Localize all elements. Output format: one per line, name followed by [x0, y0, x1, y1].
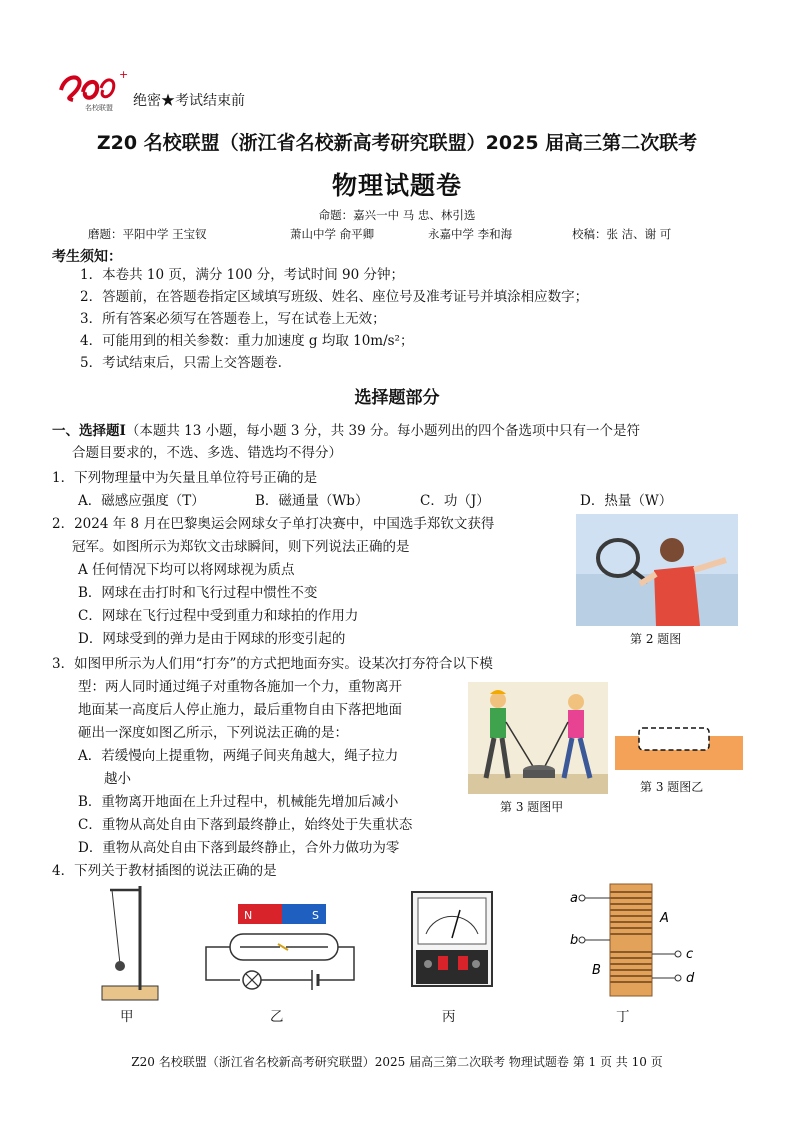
- q2-option-c: C．网球在飞行过程中受到重力和球拍的作用力: [78, 608, 359, 624]
- reviewer-4: 校稿：张 洁、谢 可: [572, 227, 672, 241]
- q2-option-a: A 任何情况下均可以将网球视为质点: [78, 562, 295, 578]
- coil-label-A: A: [660, 911, 669, 926]
- q1-option-c: C．功（J）: [420, 493, 490, 509]
- q4-label-jia: 甲: [120, 1009, 134, 1025]
- q4-figure-circuit: [200, 900, 360, 1000]
- magnet-n-label: N: [244, 909, 253, 922]
- coil-label-B: B: [592, 963, 601, 978]
- q3-option-c: C．重物从高处自由下落到最终静止，始终处于失重状态: [78, 817, 413, 833]
- notice-item: 3．所有答案必须写在答题卷上，写在试卷上无效；: [80, 311, 386, 327]
- q2-option-d: D．网球受到的弹力是由于网球的形变引起的: [78, 631, 346, 647]
- notice-list: [80, 264, 588, 374]
- q3-option-d: D．重物从高处自由下落到最终静止，合外力做功为零: [78, 840, 400, 856]
- q3-figure-b: [615, 722, 743, 770]
- section-intro-line2: 合题目要求的，不选、多选、错选均不得分）: [72, 445, 342, 461]
- q4-figure-meter: [410, 890, 494, 990]
- reviewer-3: 永嘉中学 李和海: [428, 227, 513, 241]
- notice-heading: 考生须知：: [52, 249, 122, 265]
- q3-stem-line2: 型：两人同时通过绳子对重物各施加一个力，重物离开: [78, 679, 402, 695]
- q1-stem: 1．下列物理量中为矢量且单位符号正确的是: [52, 470, 318, 486]
- section-intro: [52, 420, 752, 442]
- logo-text: 名校联盟: [85, 104, 113, 112]
- coil-label-d: d: [686, 971, 695, 986]
- reviewer-1: 磨题：平阳中学 王宝钗: [88, 227, 207, 241]
- q1-option-d: D．热量（W）: [580, 493, 673, 509]
- section-intro-line1: （本题共 13 小题，每小题 3 分，共 39 分。每小题列出的四个备选项中只有一个是符: [125, 423, 641, 439]
- q4-label-bing: 丙: [442, 1009, 456, 1025]
- secret-mark: 绝密★考试结束前: [133, 93, 245, 109]
- q1-option-a: A．磁感应强度（T）: [78, 493, 205, 509]
- logo: [55, 68, 135, 112]
- paper-title: 物理试题卷: [331, 171, 462, 200]
- q4-label-yi: 乙: [270, 1009, 284, 1025]
- notice-item: 5．考试结束后，只需上交答题卷.: [80, 355, 282, 371]
- q3-stem-line4: 砸出一深度如图乙所示，下列说法正确的是：: [78, 725, 348, 741]
- q4-figure-pendulum: [96, 880, 166, 1004]
- q3-option-a-line2: 越小: [104, 771, 131, 787]
- q3-option-b: B．重物离开地面在上升过程中，机械能先增加后减小: [78, 794, 399, 810]
- q4-stem: 4．下列关于教材插图的说法正确的是: [52, 863, 277, 879]
- page-footer: Z20 名校联盟（浙江省名校新高考研究联盟）2025 届高三第二次联考 物理试题卷 第 1 页 共 10 页: [131, 1055, 663, 1069]
- q3-stem-line3: 地面某一高度后人停止施力，最后重物自由下落把地面: [78, 702, 402, 718]
- coil-label-b: b: [570, 933, 579, 948]
- q3-option-a-line1: A．若缓慢向上提重物，两绳子间夹角越大，绳子拉力: [78, 748, 399, 764]
- tennis-photo: [576, 514, 738, 626]
- q2-stem-line2: 冠军。如图所示为郑钦文击球瞬间，则下列说法正确的是: [72, 539, 410, 555]
- q2-stem-line1: 2．2024 年 8 月在巴黎奥运会网球女子单打决赛中，中国选手郑钦文获得: [52, 516, 495, 532]
- notice-item: 4．可能用到的相关参数：重力加速度 g 均取 10m/s²；: [80, 333, 414, 349]
- notice-item: 1．本卷共 10 页，满分 100 分，考试时间 90 分钟；: [80, 267, 404, 283]
- magnet-s-label: S: [312, 909, 319, 922]
- q3-caption-b: 第 3 题图乙: [640, 780, 704, 794]
- section-intro-label: 一、选择题Ⅰ: [52, 423, 126, 439]
- notice-item: 2．答题前，在答题卷指定区域填写班级、姓名、座位号及准考证号并填涂相应数字；: [80, 289, 589, 305]
- q4-label-ding: 丁: [616, 1009, 630, 1025]
- q4-figure-coils: [560, 878, 710, 1004]
- q2-caption: 第 2 题图: [630, 632, 682, 646]
- section-title: 选择题部分: [354, 388, 440, 408]
- coil-label-a: a: [570, 891, 578, 906]
- q3-caption-a: 第 3 题图甲: [500, 800, 564, 814]
- reviewer-2: 萧山中学 俞平卿: [290, 227, 375, 241]
- svg-text:+: +: [119, 68, 129, 81]
- q3-figure-a: [468, 682, 608, 794]
- q3-stem-line1: 3．如图甲所示为人们用“打夯”的方式把地面夯实。设某次打夯符合以下模: [52, 656, 493, 672]
- q2-option-b: B．网球在击打时和飞行过程中惯性不变: [78, 585, 318, 601]
- q1-option-b: B．磁通量（Wb）: [255, 493, 369, 509]
- exam-title: Z20 名校联盟（浙江省名校新高考研究联盟）2025 届高三第二次联考: [96, 132, 698, 154]
- setters: 命题：嘉兴一中 马 忠、林引选: [318, 208, 476, 222]
- coil-label-c: c: [686, 947, 694, 962]
